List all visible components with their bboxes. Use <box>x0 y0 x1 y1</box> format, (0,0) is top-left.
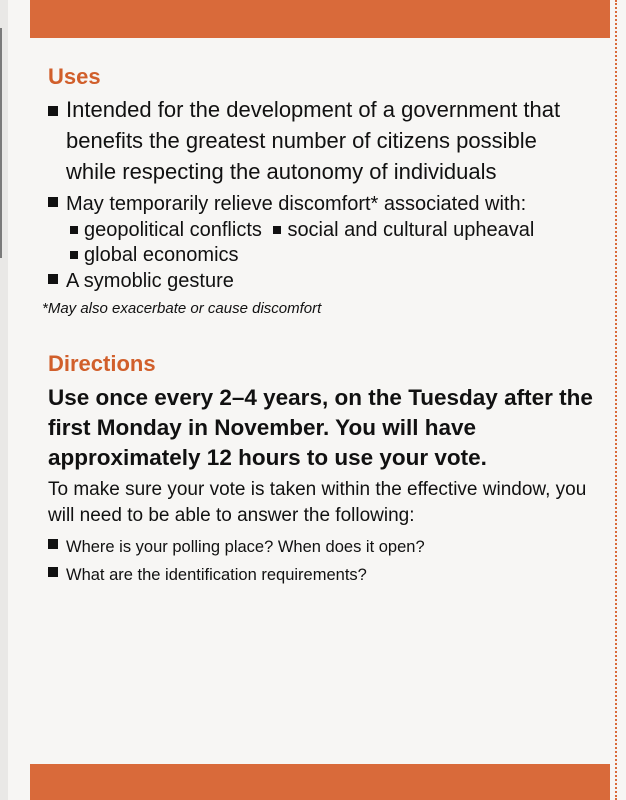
square-bullet-icon <box>48 197 58 207</box>
uses-sub-2: social and cultural upheaval <box>287 219 535 241</box>
uses-sub-1: geopolitical conflicts <box>84 219 262 241</box>
uses-item-3-text: A symoblic gesture <box>66 270 234 292</box>
directions-heading: Directions <box>48 351 156 376</box>
list-item <box>48 533 608 561</box>
question-2: What are the identification requirements? <box>66 566 367 584</box>
directions-body: To make sure your vote is taken within the effective window, you will need to be able to answer the following: <box>48 479 587 526</box>
question-1: Where is your polling place? When does it open? <box>66 538 425 556</box>
square-bullet-icon <box>48 106 58 116</box>
bottom-accent-band <box>30 764 610 800</box>
directions-instructions: Use once every 2–4 years, on the Tuesday after the first Monday in November. You will have approximately 12 hours to use your vote. <box>48 385 593 470</box>
directions-questions <box>48 533 608 589</box>
page-edge-line <box>0 28 2 258</box>
square-bullet-icon <box>48 567 58 577</box>
uses-sub-3: global economics <box>84 244 239 266</box>
uses-sub-row-2 <box>48 243 608 268</box>
perforated-border <box>615 0 617 800</box>
top-accent-band <box>30 0 610 38</box>
square-bullet-icon <box>70 251 78 259</box>
square-bullet-icon <box>48 274 58 284</box>
uses-item-2 <box>48 191 608 218</box>
uses-heading: Uses <box>48 64 101 89</box>
square-bullet-icon <box>70 226 78 234</box>
uses-sub-row-1 <box>48 218 608 243</box>
uses-item-1-text: Intended for the development of a government that benefits the greatest number of citizens possible while respecting the autonomy of individuals <box>66 97 561 184</box>
uses-footnote: *May also exacerbate or cause discomfort <box>42 300 322 317</box>
label-panel <box>42 62 608 589</box>
uses-item-2-text: May temporarily relieve discomfort* associated with: <box>66 193 527 215</box>
square-bullet-icon <box>48 539 58 549</box>
square-bullet-icon <box>273 226 281 234</box>
uses-item-1 <box>48 94 608 187</box>
uses-item-3 <box>48 268 608 295</box>
list-item <box>48 561 608 589</box>
